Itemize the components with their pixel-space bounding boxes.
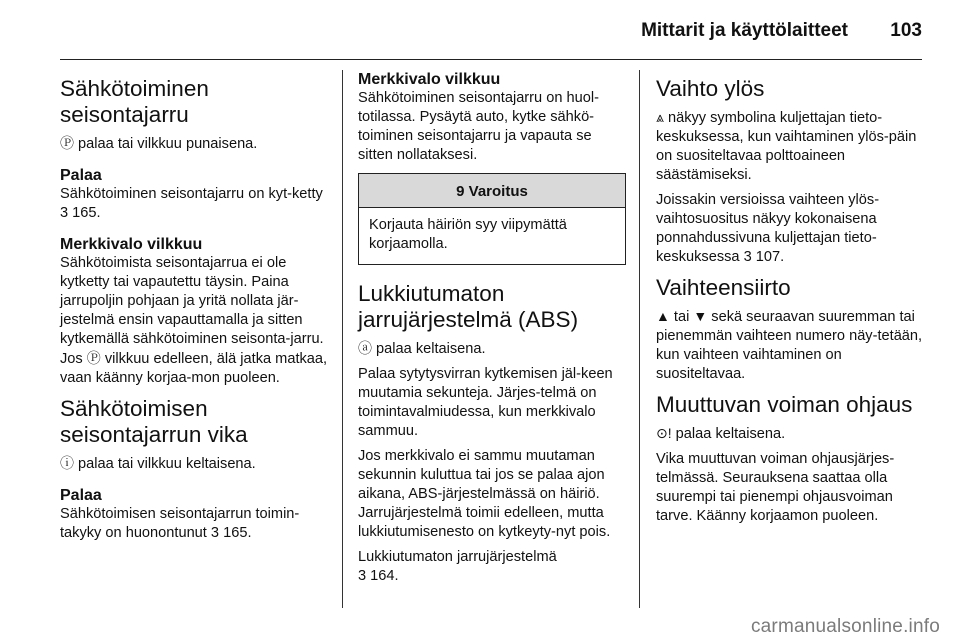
paragraph: Joissakin versioissa vaihteen ylös-vaihtosuositus näkyy kokonaisena ponnahdussivuna kuljettajan tieto-keskuksessa 3 107. — [656, 192, 880, 265]
section-heading-gear-shift: Vaihteensiirto — [656, 275, 791, 300]
column-2 — [358, 70, 626, 592]
section-heading-variable-steering: Muuttuvan voiman ohjaus — [656, 392, 913, 417]
page-reference-link[interactable]: 3 107. — [743, 249, 785, 265]
watermark: carmanualsonline.info — [750, 616, 940, 637]
subheading-merkkivalo-vilkkuu: Merkkivalo vilkkuu — [358, 71, 501, 88]
page-reference-link[interactable]: 3 165. — [210, 525, 252, 541]
subheading-palaa: Palaa — [60, 167, 102, 184]
parking-brake-icon: Ⓟ — [86, 350, 101, 366]
page-number: 103 — [890, 20, 922, 41]
paragraph: ▲ tai ▼ sekä seuraavan suuremman tai pienemmän vaihteen numero näy-tetään, kun vaihteen vaihtaminen on suositeltavaa. — [656, 308, 923, 382]
section-heading-shift-up: Vaihto ylös — [656, 76, 765, 101]
warning-title: 9 Varoitus — [359, 174, 625, 208]
page-reference-link[interactable]: 3 165. — [60, 205, 101, 221]
paragraph: Lukkiutumaton jarrujärjestelmä 3 164. — [358, 549, 557, 584]
paragraph: Sähkötoiminen seisontajarru on kyt-ketty 3 165. — [60, 186, 323, 221]
paragraph: Sähkötoimisen seisontajarrun toimin-takyky on huonontunut 3 165. — [60, 506, 300, 541]
section-heading-parking-brake-fault: Sähkötoimisen seisontajarrun vika — [60, 396, 248, 447]
page-reference-link[interactable]: 3 164. — [358, 568, 399, 584]
section-heading-abs: Lukkiutumaton jarrujärjestelmä (ABS) — [358, 281, 579, 332]
paragraph: ⊙! palaa keltaisena. — [656, 425, 786, 442]
column-divider-2 — [639, 70, 640, 608]
brake-fault-icon: ⓘ — [60, 455, 74, 471]
warning-text: Korjauta häiriön syy viipymättä korjaamolla. — [369, 217, 567, 252]
paragraph: ⩓ näkyy symbolina kuljettajan tieto-keskuksessa, kun vaihtaminen ylös-päin on suositeltavaa polttoaineen säästämiseksi. — [656, 109, 917, 183]
column-divider-1 — [342, 70, 343, 608]
paragraph: Jos merkkivalo ei sammu muutaman sekunnin kuluttua tai jos se palaa ajon aikana, ABS-järjestelmässä on häiriö. Jarrujärjestelmä toimii edelleen, mutta lukkiutumisenesto on kytkeyty-nyt pois. — [358, 448, 611, 540]
paragraph: ⓘ palaa tai vilkkuu keltaisena. — [60, 455, 256, 472]
subheading-palaa: Palaa — [60, 487, 102, 504]
paragraph: Vika muuttuvan voiman ohjausjärjes-telmässä. Seurauksena saattaa olla suurempi tai pienempi ohjausvoiman tarve. Käänny korjaamon puoleen. — [656, 451, 895, 524]
warning-box — [358, 173, 626, 265]
arrow-up-icon: ▲ — [656, 308, 670, 324]
paragraph: ⓐ palaa keltaisena. — [358, 340, 486, 357]
section-heading-parking-brake: Sähkötoiminen seisontajarru — [60, 76, 209, 127]
arrow-down-icon: ▼ — [693, 308, 708, 324]
chapter-title: Mittarit ja käyttölaitteet — [641, 20, 848, 41]
column-3 — [656, 70, 924, 532]
paragraph: Sähkötoiminen seisontajarru on huol-totilassa. Pysäytä auto, kytke sähkö-toiminen seisontajarru ja vapauta se sitten nollataksesi. — [358, 90, 599, 163]
header-divider — [60, 59, 922, 60]
abs-icon: ⓐ — [358, 340, 372, 356]
parking-brake-icon: Ⓟ — [60, 135, 74, 151]
paragraph: Palaa sytytysvirran kytkemisen jäl-keen muutamia sekunteja. Järjes-telmä on toimintavalmiudessa, kun merkkivalo sammuu. — [358, 366, 613, 439]
steering-warning-icon: ⊙! — [656, 425, 672, 441]
shift-up-icon: ⩓ — [656, 109, 664, 125]
paragraph: Ⓟ palaa tai vilkkuu punaisena. — [60, 135, 258, 152]
column-1 — [60, 70, 328, 549]
page-header — [0, 0, 960, 60]
paragraph: Sähkötoimista seisontajarrua ei ole kytketty tai vapautettu täysin. Paina jarrupoljin pohjaan ja yritä nollata jär-jestelmä ensin vapauttamalla ja sitten kytkemällä sähkötoiminen seisonta-jarru. Jos Ⓟ vilkkuu edelleen, älä jatka matkaa, vaan käänny korjaa-mon puoleen. — [60, 255, 328, 386]
subheading-merkkivalo-vilkkuu: Merkkivalo vilkkuu — [60, 236, 203, 253]
